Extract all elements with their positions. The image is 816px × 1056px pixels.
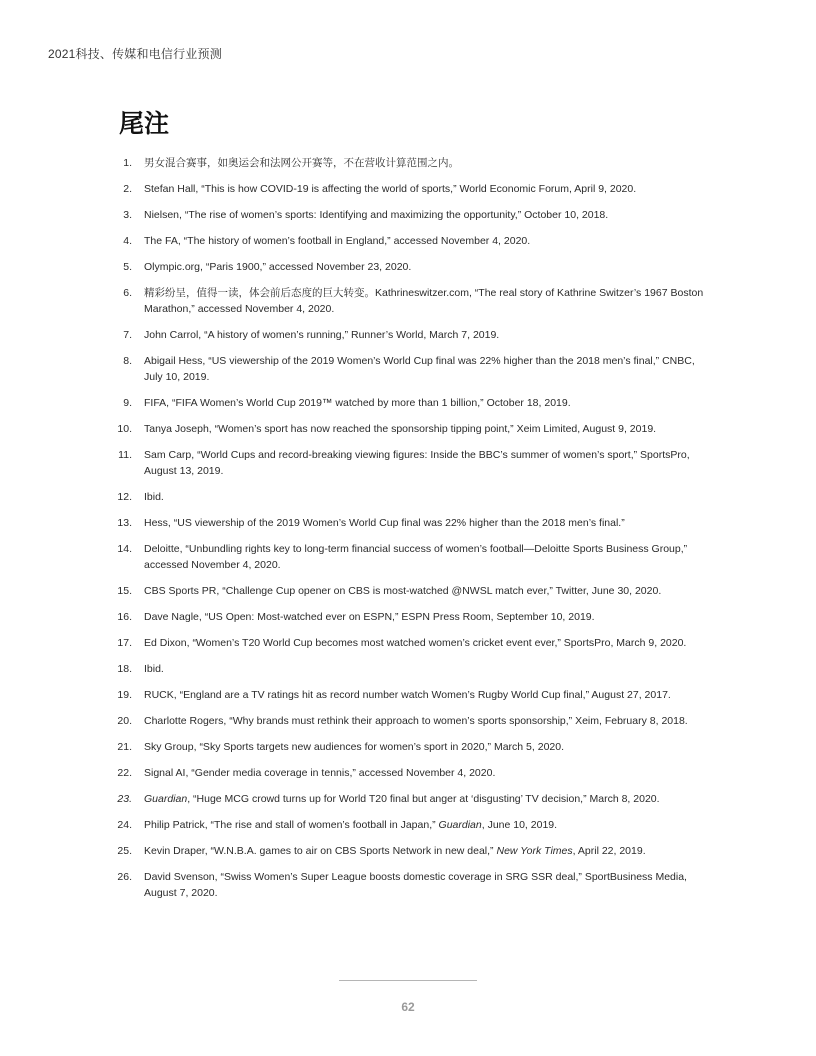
endnote-text-segment: Kevin Draper, “W.N.B.A. games to air on CBS Sports Network in new deal,”: [144, 845, 497, 857]
endnote-item: [0, 541, 816, 573]
endnote-text: [144, 609, 704, 625]
endnote-text: [144, 635, 704, 651]
endnote-text-segment: 精彩纷呈，值得一读，体会前后态度的巨大转变。Kathrineswitzer.com, “The real story of Kathrine Switzer’s 1967 Boston Marathon,” accessed November 4, 2020.: [144, 287, 704, 315]
endnote-item: [0, 687, 816, 703]
endnote-item: [0, 765, 816, 781]
endnote-item: [0, 817, 816, 833]
endnote-number: 10.: [117, 423, 132, 435]
endnote-text: [144, 447, 704, 479]
endnote-number: 16.: [117, 611, 132, 623]
endnote-item: [0, 447, 816, 479]
endnote-text-segment: David Svenson, “Swiss Women’s Super League boosts domestic coverage in SRG SSR deal,” SportBusiness Media, August 7, 2020.: [144, 871, 687, 899]
endnote-text-segment: Tanya Joseph, “Women’s sport has now reached the sponsorship tipping point,” Xeim Limited, August 9, 2019.: [144, 423, 657, 435]
endnote-text-segment: Olympic.org, “Paris 1900,” accessed November 23, 2020.: [144, 261, 412, 273]
endnote-item: [0, 489, 816, 505]
endnote-number: 5.: [123, 261, 132, 273]
endnote-text: [144, 541, 704, 573]
endnote-number: 1.: [123, 157, 132, 169]
endnote-number: 12.: [117, 491, 132, 503]
endnote-item: [0, 713, 816, 729]
endnote-text: [144, 765, 704, 781]
endnote-item: [0, 181, 816, 197]
endnote-item: [0, 207, 816, 223]
endnote-text-segment: Nielsen, “The rise of women’s sports: Identifying and maximizing the opportunity,” October 10, 2018.: [144, 209, 609, 221]
endnote-item: [0, 515, 816, 531]
endnote-text: [144, 181, 704, 197]
publication-title: Guardian: [144, 793, 188, 805]
endnote-text: [144, 843, 704, 859]
endnote-text-segment: CBS Sports PR, “Challenge Cup opener on CBS is most-watched @NWSL match ever,” Twitter, June 30, 2020.: [144, 585, 662, 597]
endnote-text-segment: Sky Group, “Sky Sports targets new audiences for women’s sport in 2020,” March 5, 2020.: [144, 741, 565, 753]
endnote-number: 26.: [117, 871, 132, 883]
endnote-text-segment: Stefan Hall, “This is how COVID-19 is affecting the world of sports,” World Economic Forum, April 9, 2020.: [144, 183, 637, 195]
endnote-item: [0, 327, 816, 343]
endnotes-list: [0, 155, 816, 911]
footer-divider: [339, 980, 477, 981]
endnote-number: 20.: [117, 715, 132, 727]
endnote-text: [144, 583, 704, 599]
endnote-number: 17.: [117, 637, 132, 649]
endnote-item: [0, 791, 816, 807]
endnote-text-segment: The FA, “The history of women’s football in England,” accessed November 4, 2020.: [144, 235, 531, 247]
publication-title: Guardian: [438, 819, 482, 831]
endnote-text: [144, 353, 704, 385]
endnote-item: [0, 609, 816, 625]
endnote-number: 19.: [117, 689, 132, 701]
endnote-item: [0, 259, 816, 275]
endnote-text-segment: Philip Patrick, “The rise and stall of women’s football in Japan,”: [144, 819, 439, 831]
endnote-number: 23.: [117, 793, 132, 805]
endnote-text: [144, 661, 704, 677]
endnote-item: [0, 421, 816, 437]
endnote-text: [144, 489, 704, 505]
endnote-number: 18.: [117, 663, 132, 675]
endnote-text: [144, 233, 704, 249]
endnote-text: [144, 285, 704, 317]
endnote-text-segment: Charlotte Rogers, “Why brands must rethink their approach to women’s sports sponsorship,” Xeim, February 8, 2018.: [144, 715, 688, 727]
endnote-text-segment: Signal AI, “Gender media coverage in tennis,” accessed November 4, 2020.: [144, 767, 496, 779]
endnote-text: [144, 155, 704, 171]
endnote-text-segment: Ibid.: [144, 491, 164, 503]
running-header: 2021科技、传媒和电信行业预测: [48, 47, 222, 61]
endnote-item: [0, 869, 816, 901]
endnote-text-segment: Ibid.: [144, 663, 164, 675]
endnote-item: [0, 233, 816, 249]
endnote-item: [0, 583, 816, 599]
endnote-number: 25.: [117, 845, 132, 857]
endnote-item: [0, 661, 816, 677]
endnote-text: [144, 791, 704, 807]
endnote-text: [144, 259, 704, 275]
endnote-text: [144, 327, 704, 343]
endnote-number: 2.: [123, 183, 132, 195]
endnote-item: [0, 635, 816, 651]
endnote-text-segment: Deloitte, “Unbundling rights key to long-term financial success of women’s football—Deloitte Sports Business Group,” accessed November 4, 2020.: [144, 543, 688, 571]
endnote-text: [144, 713, 704, 729]
endnote-text: [144, 515, 704, 531]
endnote-item: [0, 285, 816, 317]
endnote-number: 15.: [117, 585, 132, 597]
endnote-text-segment: Dave Nagle, “US Open: Most-watched ever on ESPN,” ESPN Press Room, September 10, 2019.: [144, 611, 595, 623]
endnote-text-segment: , “Huge MCG crowd turns up for World T20 final but anger at ‘disgusting’ TV decision,” March 8, 2020.: [187, 793, 660, 805]
endnote-text: [144, 869, 704, 901]
endnote-item: [0, 155, 816, 171]
endnote-text-segment: , June 10, 2019.: [481, 819, 558, 831]
endnote-number: 4.: [123, 235, 132, 247]
endnote-item: [0, 843, 816, 859]
endnote-number: 3.: [123, 209, 132, 221]
endnote-text-segment: FIFA, “FIFA Women’s World Cup 2019™ watched by more than 1 billion,” October 18, 2019.: [144, 397, 571, 409]
endnote-number: 9.: [123, 397, 132, 409]
page-number: 62: [401, 1000, 415, 1014]
endnote-item: [0, 739, 816, 755]
endnote-text-segment: John Carrol, “A history of women’s running,” Runner’s World, March 7, 2019.: [144, 329, 500, 341]
endnote-text: [144, 207, 704, 223]
endnote-text: [144, 421, 704, 437]
section-title: 尾注: [119, 109, 170, 138]
endnote-text-segment: 男女混合赛事，如奥运会和法网公开赛等，不在营收计算范围之内。: [144, 157, 459, 169]
endnote-number: 14.: [117, 543, 132, 555]
endnote-text-segment: Sam Carp, “World Cups and record-breaking viewing figures: Inside the BBC’s summer of women’s sport,” SportsPro, August 13, 2019.: [144, 449, 690, 477]
endnote-number: 6.: [123, 287, 132, 299]
endnote-text: [144, 817, 704, 833]
endnote-number: 24.: [117, 819, 132, 831]
endnote-text: [144, 687, 704, 703]
endnote-number: 22.: [117, 767, 132, 779]
endnote-item: [0, 353, 816, 385]
endnote-text: [144, 395, 704, 411]
endnote-number: 13.: [117, 517, 132, 529]
endnote-text-segment: RUCK, “England are a TV ratings hit as record number watch Women’s Rugby World Cup final,” August 27, 2017.: [144, 689, 671, 701]
endnote-text: [144, 739, 704, 755]
endnote-number: 11.: [118, 449, 132, 461]
endnote-number: 21.: [117, 741, 132, 753]
endnote-item: [0, 395, 816, 411]
endnote-text-segment: Ed Dixon, “Women’s T20 World Cup becomes most watched women’s cricket event ever,” SportsPro, March 9, 2020.: [144, 637, 687, 649]
publication-title: New York Times: [496, 845, 573, 857]
endnote-text-segment: Hess, “US viewership of the 2019 Women’s World Cup final was 22% higher than the 2018 men’s final.”: [144, 517, 625, 529]
endnote-number: 7.: [123, 329, 132, 341]
endnote-text-segment: Abigail Hess, “US viewership of the 2019 Women’s World Cup final was 22% higher than the 2018 men’s final,” CNBC, July 10, 2019.: [144, 355, 695, 383]
endnote-text-segment: , April 22, 2019.: [572, 845, 646, 857]
endnote-number: 8.: [123, 355, 132, 367]
